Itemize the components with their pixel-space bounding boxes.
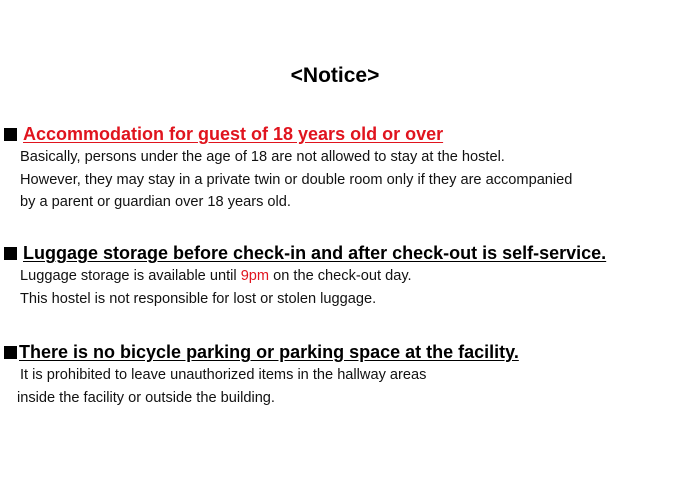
black-square-bullet-icon [4,247,17,260]
black-square-bullet-icon [4,346,17,359]
heading-text-luggage: Luggage storage before check-in and after check-out is self-service. [23,243,607,263]
body-line: by a parent or guardian over 18 years old. [20,194,291,210]
heading-text-parking: There is no bicycle parking or parking space at the facility. [19,342,519,362]
body-line: inside the facility or outside the building. [17,389,275,406]
notice-section-parking [4,340,694,409]
section-heading [4,122,694,146]
body-line: However, they may stay in a private twin or double room only if they are accompanied [20,171,573,188]
text-segment: on the check-out day. [269,268,412,284]
notice-section-luggage [4,241,694,310]
section-heading [4,340,694,364]
page-title: <Notice> [290,64,380,87]
body-line: Basically, persons under the age of 18 are not allowed to stay at the hostel. [20,149,505,165]
text-segment: Luggage storage is available until [20,268,241,284]
section-heading [4,241,694,265]
body-line: It is prohibited to leave unauthorized items in the hallway areas [20,367,427,383]
heading-text-age: Accommodation for guest of 18 years old or over [23,124,444,144]
highlighted-time: 9pm [240,268,270,284]
body-line-luggage-hours [4,265,694,288]
notice-section-age [4,122,694,214]
body-line: This hostel is not responsible for lost or stolen luggage. [20,290,377,307]
black-square-bullet-icon [4,128,17,141]
